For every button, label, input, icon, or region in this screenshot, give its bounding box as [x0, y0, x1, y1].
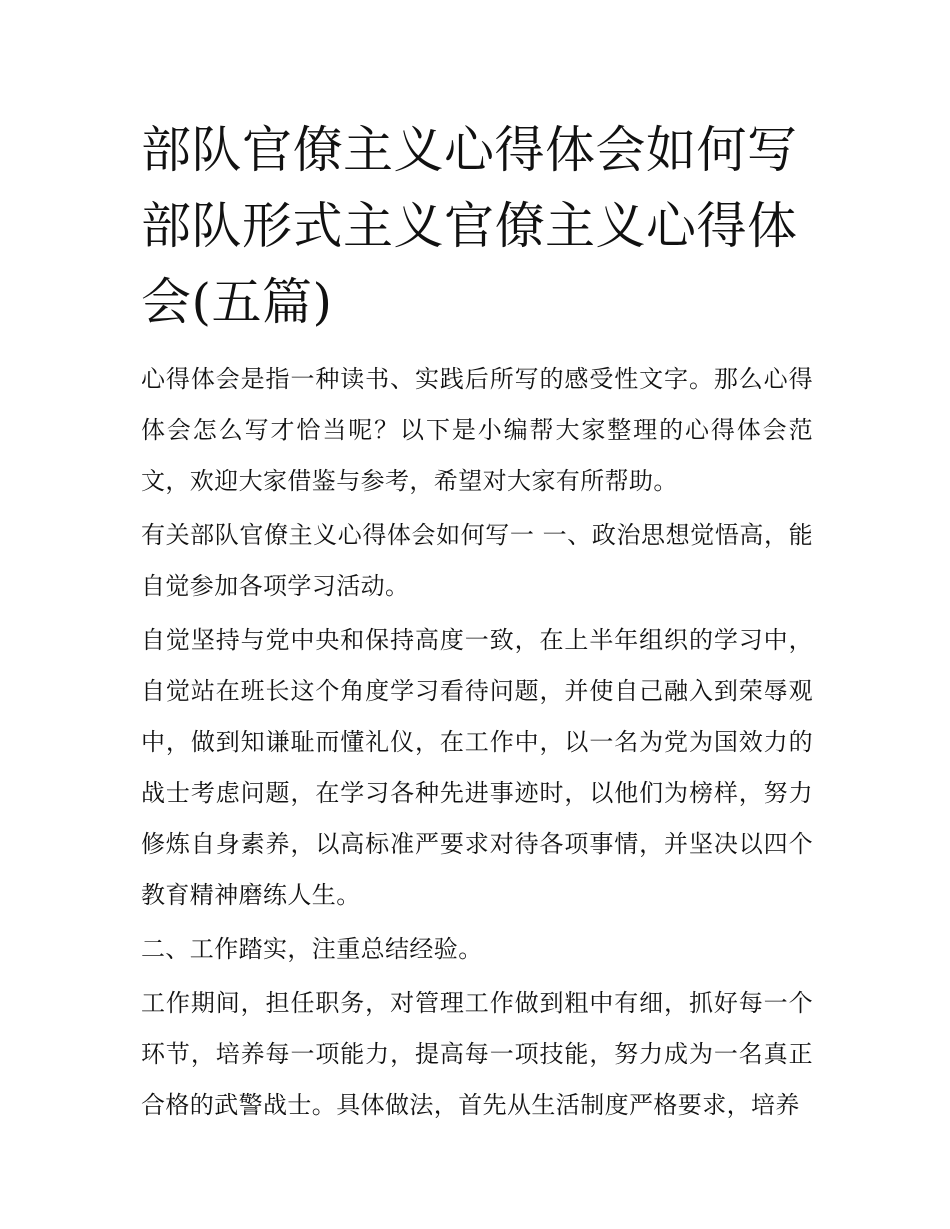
intro-paragraph: 心得体会是指一种读书、实践后所写的感受性文字。那么心得体会怎么写才恰当呢？以下是小编帮大家整理的心得体会范文，欢迎大家借鉴与参考，希望对大家有所帮助。 — [141, 365, 813, 495]
document-title: 部队官僚主义心得体会如何写部队形式主义官僚主义心得体会(五篇) — [141, 121, 798, 331]
body-paragraph: 工作期间，担任职务，对管理工作做到粗中有细，抓好每一个环节，培养每一项能力，提高每一项技能，努力成为一名真正合格的武警战士。具体做法，首先从生活制度严格要求，培养 — [141, 989, 813, 1119]
section-one-heading: 有关部队官僚主义心得体会如何写一 一、政治思想觉悟高，能自觉参加各项学习活动。 — [141, 521, 813, 600]
document-content — [141, 112, 813, 1134]
body-paragraph: 自觉坚持与党中央和保持高度一致，在上半年组织的学习中，自觉站在班长这个角度学习看待问题，并使自己融入到荣辱观中，做到知谦耻而懂礼仪，在工作中，以一名为党为国效力的战士考虑问题，在学习各种先进事迹时，以他们为榜样，努力修炼自身素养，以高标准严要求对待各项事情，并坚决以四个教育精神磨练人生。 — [141, 626, 813, 909]
section-two-heading: 二、工作踏实，注重总结经验。 — [141, 935, 483, 963]
